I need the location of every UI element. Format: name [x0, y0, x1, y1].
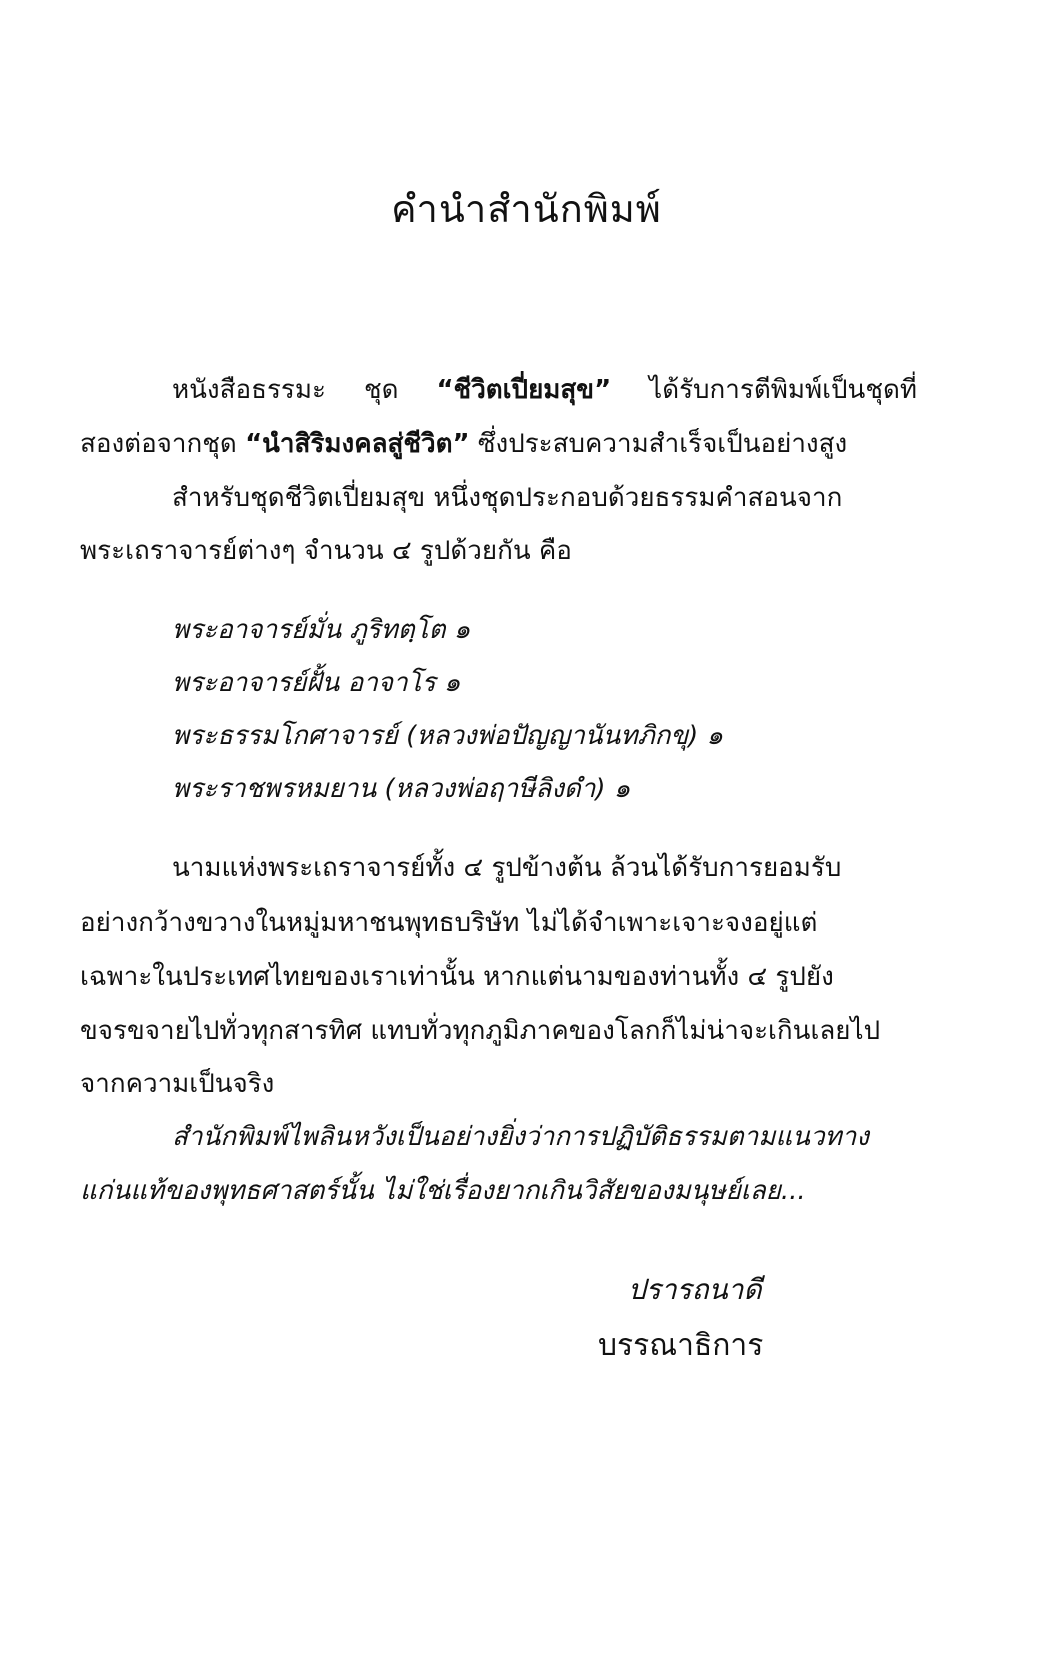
para1-line1 [172, 370, 917, 410]
monk-list-item: พระอาจารย์มั่น ภูริทตฺโต ๑ [172, 615, 471, 645]
para3-line: จากความเป็นจริง [80, 1069, 275, 1099]
para3-line: ขจรขจายไปทั่วทุกสารทิศ แทบทั่วทุกภูมิภาคของโลกก็ไม่น่าจะเกินเลยไป [80, 1016, 881, 1046]
monk-list-item: พระราชพรหมยาน (หลวงพ่อฤาษีลิงดำ) ๑ [172, 774, 631, 804]
para1-line1-pre: หนังสือธรรมะ ชุด [172, 375, 437, 405]
para4-line: แก่นแท้ของพุทธศาสตร์นั้น ไม่ใช่เรื่องยากเกินวิสัยของมนุษย์เลย... [80, 1176, 806, 1206]
para2-line1: สำหรับชุดชีวิตเปี่ยมสุข หนึ่งชุดประกอบด้วยธรรมคำสอนจาก [172, 483, 843, 513]
previous-series-bold: “นำสิริมงคลสู่ชีวิต” [245, 429, 470, 459]
para2-line2: พระเถราจารย์ต่างๆ จำนวน ๔ รูปด้วยกัน คือ [80, 536, 572, 566]
para1-line2-post: ซึ่งประสบความสำเร็จเป็นอย่างสูง [469, 429, 848, 459]
para1-line2-pre: สองต่อจากชุด [80, 429, 246, 459]
para3-line: นามแห่งพระเถราจารย์ทั้ง ๔ รูปข้างต้น ล้วนได้รับการยอมรับ [172, 853, 842, 883]
monk-list-item: พระอาจารย์ฝั้น อาจาโร ๑ [172, 668, 461, 698]
para1-line1-post: ได้รับการตีพิมพ์เป็นชุดที่ [611, 375, 917, 405]
para4-line: สำนักพิมพ์ไพลินหวังเป็นอย่างยิ่งว่าการปฏิบัติธรรมตามแนวทาง [172, 1122, 869, 1152]
para3-line: เฉพาะในประเทศไทยของเราเท่านั้น หากแต่นามของท่านทั้ง ๔ รูปยัง [80, 962, 834, 992]
series-title-bold: “ชีวิตเปี่ยมสุข” [436, 375, 612, 405]
para1-line2 [80, 424, 917, 464]
signer-title: บรรณาธิการ [598, 1328, 764, 1363]
page-title: คำนำสำนักพิมพ์ [391, 187, 662, 231]
para3-line: อย่างกว้างขวางในหมู่มหาชนพุทธบริษัท ไม่ได้จำเพาะเจาะจงอยู่แต่ [80, 908, 818, 938]
closing-text: ปรารถนาดี [628, 1273, 762, 1306]
monk-list-item: พระธรรมโกศาจารย์ (หลวงพ่อปัญญานันทภิกขุ) ๑ [172, 721, 724, 751]
